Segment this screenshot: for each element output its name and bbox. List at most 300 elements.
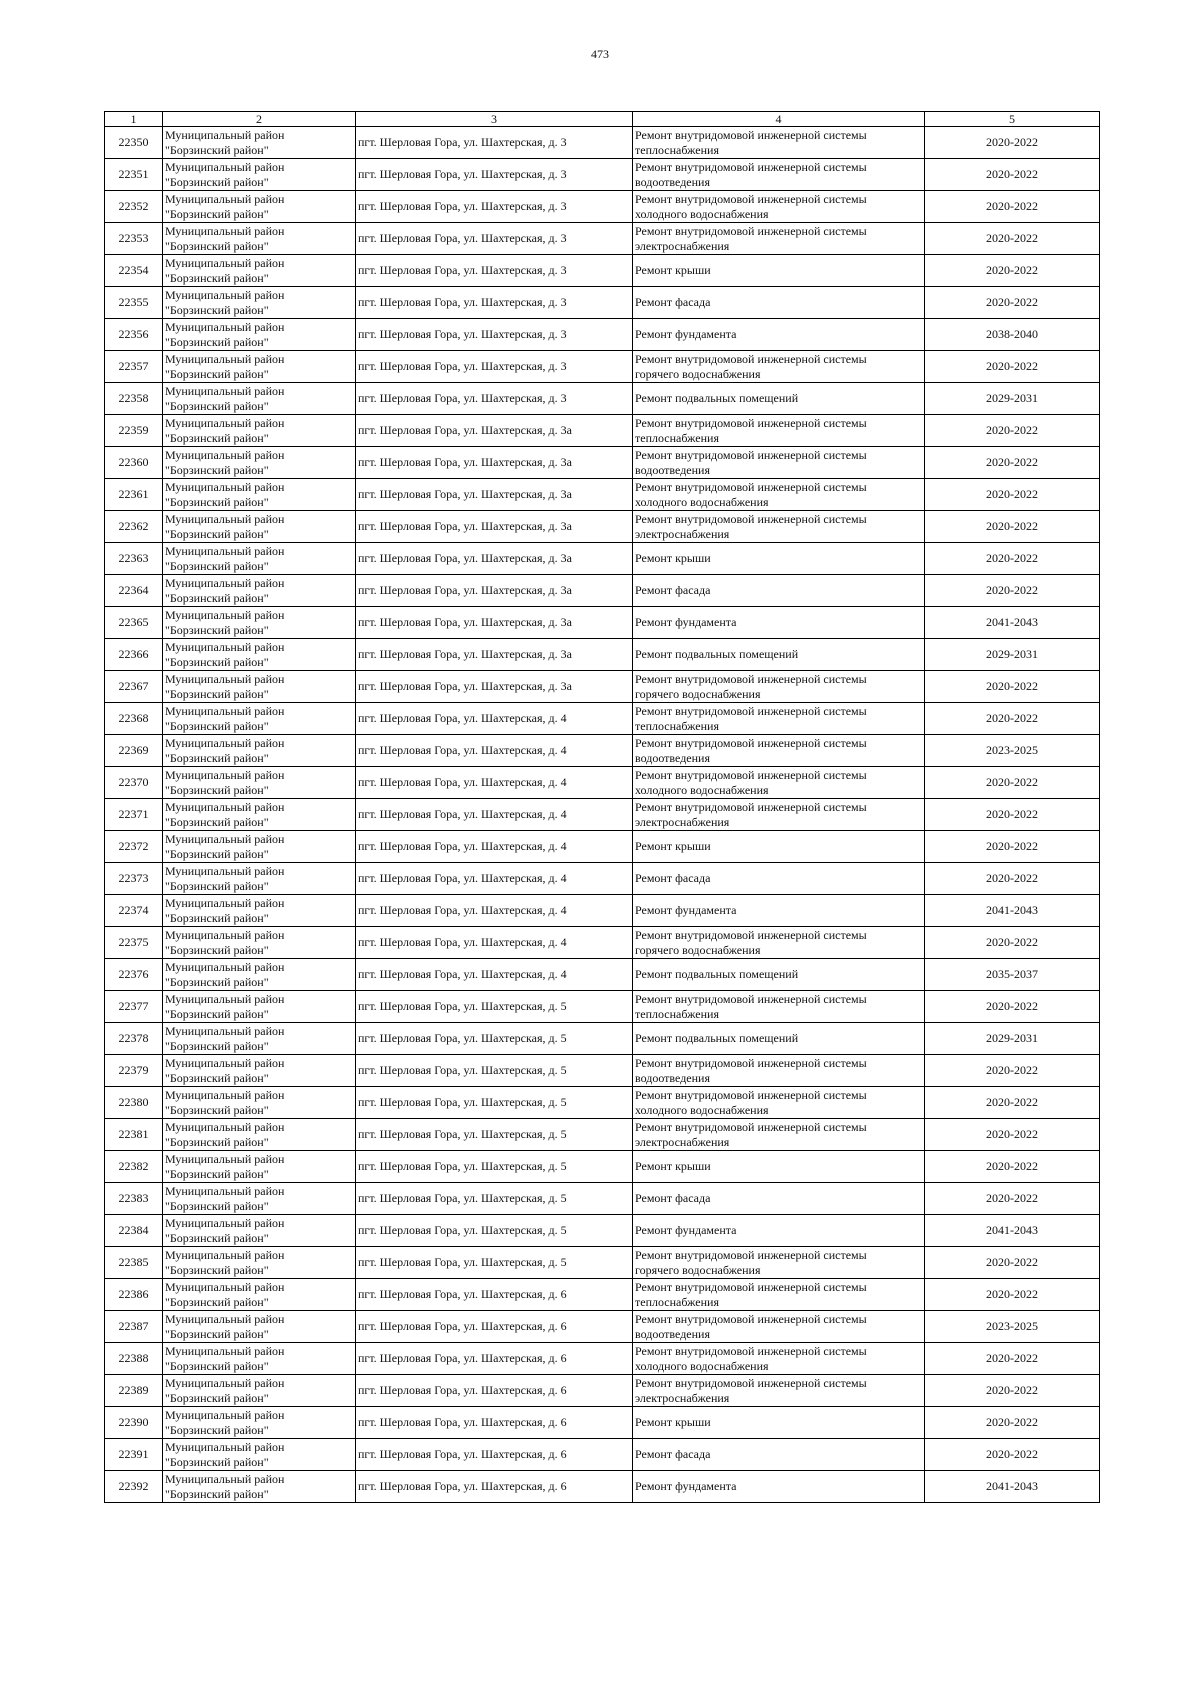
municipality-cell — [163, 639, 356, 671]
period-cell: 2020-2022 — [925, 1183, 1100, 1215]
work-type-line: Ремонт фундамента — [635, 327, 737, 341]
table-row — [105, 319, 1100, 351]
work-type-line: Ремонт фасада — [635, 871, 711, 885]
municipality-line: "Борзинский район" — [165, 750, 269, 765]
row-number-cell: 22363 — [105, 543, 163, 575]
period-cell: 2020-2022 — [925, 671, 1100, 703]
work-type-cell — [633, 671, 925, 703]
address-cell: пгт. Шерловая Гора, ул. Шахтерская, д. 3 — [356, 191, 633, 223]
work-type-line: Ремонт внутридомовой инженерной системы — [635, 351, 867, 366]
row-number-cell: 22378 — [105, 1023, 163, 1055]
address-cell: пгт. Шерловая Гора, ул. Шахтерская, д. 5 — [356, 1247, 633, 1279]
municipality-line: Муниципальный район — [165, 447, 285, 462]
table-row — [105, 1471, 1100, 1503]
table-row — [105, 223, 1100, 255]
municipality-line: Муниципальный район — [165, 1407, 285, 1422]
municipality-cell — [163, 1119, 356, 1151]
period-cell: 2029-2031 — [925, 639, 1100, 671]
work-type-cell — [633, 1183, 925, 1215]
municipality-line: Муниципальный район — [165, 1215, 285, 1230]
municipality-cell — [163, 607, 356, 639]
municipality-cell — [163, 127, 356, 159]
municipality-line: Муниципальный район — [165, 1119, 285, 1134]
municipality-line: Муниципальный район — [165, 1247, 285, 1262]
work-type-line: водоотведения — [635, 750, 710, 765]
municipality-line: "Борзинский район" — [165, 494, 269, 509]
work-type-line: Ремонт фасада — [635, 295, 711, 309]
work-type-cell — [633, 863, 925, 895]
column-header-3: 3 — [356, 112, 633, 127]
table-row — [105, 383, 1100, 415]
municipality-cell — [163, 1055, 356, 1087]
period-cell: 2020-2022 — [925, 1247, 1100, 1279]
table-row — [105, 1215, 1100, 1247]
work-type-line: Ремонт фасада — [635, 1191, 711, 1205]
municipality-cell — [163, 671, 356, 703]
municipality-line: Муниципальный район — [165, 1311, 285, 1326]
work-type-line: теплоснабжения — [635, 718, 719, 733]
address-cell: пгт. Шерловая Гора, ул. Шахтерская, д. 4 — [356, 895, 633, 927]
row-number-cell: 22389 — [105, 1375, 163, 1407]
work-type-line: Ремонт внутридомовой инженерной системы — [635, 1311, 867, 1326]
table-row — [105, 1119, 1100, 1151]
municipality-line: "Борзинский район" — [165, 1006, 269, 1021]
work-type-cell — [633, 1279, 925, 1311]
municipality-cell — [163, 447, 356, 479]
column-header-1: 1 — [105, 112, 163, 127]
municipality-cell — [163, 1439, 356, 1471]
work-type-line: горячего водоснабжения — [635, 1262, 761, 1277]
municipality-line: "Борзинский район" — [165, 1166, 269, 1181]
municipality-cell — [163, 767, 356, 799]
address-cell: пгт. Шерловая Гора, ул. Шахтерская, д. 6 — [356, 1375, 633, 1407]
table-row — [105, 447, 1100, 479]
work-type-cell — [633, 1023, 925, 1055]
row-number-cell: 22353 — [105, 223, 163, 255]
work-type-line: Ремонт внутридомовой инженерной системы — [635, 1247, 867, 1262]
column-header-5: 5 — [925, 112, 1100, 127]
period-cell: 2020-2022 — [925, 991, 1100, 1023]
municipality-line: "Борзинский район" — [165, 1102, 269, 1117]
row-number-cell: 22367 — [105, 671, 163, 703]
work-type-cell — [633, 1151, 925, 1183]
work-type-line: Ремонт внутридомовой инженерной системы — [635, 1119, 867, 1134]
work-type-line: Ремонт фасада — [635, 1447, 711, 1461]
municipality-cell — [163, 511, 356, 543]
period-cell: 2020-2022 — [925, 511, 1100, 543]
work-type-cell — [633, 255, 925, 287]
address-cell: пгт. Шерловая Гора, ул. Шахтерская, д. 3а — [356, 511, 633, 543]
work-type-cell — [633, 319, 925, 351]
municipality-line: Муниципальный район — [165, 831, 285, 846]
municipality-line: Муниципальный район — [165, 1375, 285, 1390]
row-number-cell: 22388 — [105, 1343, 163, 1375]
municipality-line: "Борзинский район" — [165, 1326, 269, 1341]
municipality-line: Муниципальный район — [165, 1183, 285, 1198]
work-type-cell — [633, 639, 925, 671]
period-cell: 2020-2022 — [925, 1439, 1100, 1471]
municipality-cell — [163, 735, 356, 767]
municipality-line: "Борзинский район" — [165, 974, 269, 989]
address-cell: пгт. Шерловая Гора, ул. Шахтерская, д. 3а — [356, 575, 633, 607]
work-type-cell — [633, 543, 925, 575]
table-row — [105, 735, 1100, 767]
row-number-cell: 22366 — [105, 639, 163, 671]
table-row — [105, 159, 1100, 191]
row-number-cell: 22384 — [105, 1215, 163, 1247]
table-row — [105, 415, 1100, 447]
municipality-line: Муниципальный район — [165, 991, 285, 1006]
municipality-line: "Борзинский район" — [165, 1294, 269, 1309]
period-cell: 2020-2022 — [925, 831, 1100, 863]
municipality-line: Муниципальный район — [165, 415, 285, 430]
municipality-cell — [163, 543, 356, 575]
work-type-line: горячего водоснабжения — [635, 366, 761, 381]
municipality-line: Муниципальный район — [165, 159, 285, 174]
address-cell: пгт. Шерловая Гора, ул. Шахтерская, д. 4 — [356, 767, 633, 799]
work-type-line: водоотведения — [635, 1070, 710, 1085]
row-number-cell: 22356 — [105, 319, 163, 351]
municipality-line: Муниципальный район — [165, 351, 285, 366]
municipality-line: Муниципальный район — [165, 191, 285, 206]
address-cell: пгт. Шерловая Гора, ул. Шахтерская, д. 5 — [356, 1087, 633, 1119]
work-type-line: Ремонт внутридомовой инженерной системы — [635, 1055, 867, 1070]
period-cell: 2020-2022 — [925, 479, 1100, 511]
work-type-line: Ремонт фундамента — [635, 615, 737, 629]
work-type-line: Ремонт фасада — [635, 583, 711, 597]
table-row — [105, 639, 1100, 671]
table-row — [105, 959, 1100, 991]
work-type-line: электроснабжения — [635, 526, 730, 541]
municipality-line: Муниципальный район — [165, 767, 285, 782]
row-number-cell: 22387 — [105, 1311, 163, 1343]
work-type-cell — [633, 223, 925, 255]
row-number-cell: 22372 — [105, 831, 163, 863]
municipality-line: "Борзинский район" — [165, 302, 269, 317]
municipality-line: "Борзинский район" — [165, 398, 269, 413]
period-cell: 2020-2022 — [925, 575, 1100, 607]
municipality-line: "Борзинский район" — [165, 462, 269, 477]
work-type-line: водоотведения — [635, 174, 710, 189]
municipality-cell — [163, 1183, 356, 1215]
municipality-cell — [163, 351, 356, 383]
work-type-line: Ремонт фундамента — [635, 1223, 737, 1237]
table-row — [105, 863, 1100, 895]
table-row — [105, 1183, 1100, 1215]
row-number-cell: 22360 — [105, 447, 163, 479]
address-cell: пгт. Шерловая Гора, ул. Шахтерская, д. 6 — [356, 1279, 633, 1311]
row-number-cell: 22355 — [105, 287, 163, 319]
municipality-line: Муниципальный район — [165, 959, 285, 974]
table-row — [105, 1151, 1100, 1183]
work-type-line: холодного водоснабжения — [635, 1358, 769, 1373]
row-number-cell: 22354 — [105, 255, 163, 287]
row-number-cell: 22350 — [105, 127, 163, 159]
municipality-cell — [163, 1023, 356, 1055]
work-type-line: Ремонт крыши — [635, 263, 711, 277]
row-number-cell: 22370 — [105, 767, 163, 799]
municipality-line: "Борзинский район" — [165, 1230, 269, 1245]
municipality-cell — [163, 255, 356, 287]
work-type-line: Ремонт подвальных помещений — [635, 967, 799, 981]
period-cell: 2020-2022 — [925, 767, 1100, 799]
period-cell: 2020-2022 — [925, 1343, 1100, 1375]
table-row — [105, 767, 1100, 799]
table-row — [105, 511, 1100, 543]
work-type-line: электроснабжения — [635, 1134, 730, 1149]
municipality-line: "Борзинский район" — [165, 1454, 269, 1469]
municipality-line: "Борзинский район" — [165, 1038, 269, 1053]
row-number-cell: 22385 — [105, 1247, 163, 1279]
table-row — [105, 1375, 1100, 1407]
address-cell: пгт. Шерловая Гора, ул. Шахтерская, д. 3а — [356, 671, 633, 703]
work-type-cell — [633, 927, 925, 959]
row-number-cell: 22351 — [105, 159, 163, 191]
municipality-cell — [163, 1471, 356, 1503]
work-type-line: водоотведения — [635, 462, 710, 477]
municipality-line: Муниципальный район — [165, 223, 285, 238]
period-cell: 2029-2031 — [925, 383, 1100, 415]
work-type-cell — [633, 1087, 925, 1119]
municipality-line: "Борзинский район" — [165, 1422, 269, 1437]
municipality-cell — [163, 927, 356, 959]
address-cell: пгт. Шерловая Гора, ул. Шахтерская, д. 3 — [356, 319, 633, 351]
table-row — [105, 127, 1100, 159]
work-type-cell — [633, 447, 925, 479]
work-type-line: Ремонт подвальных помещений — [635, 391, 799, 405]
table-row — [105, 255, 1100, 287]
municipality-cell — [163, 415, 356, 447]
municipality-line: "Борзинский район" — [165, 526, 269, 541]
period-cell: 2020-2022 — [925, 223, 1100, 255]
municipality-line: "Борзинский район" — [165, 686, 269, 701]
work-type-line: Ремонт крыши — [635, 1159, 711, 1173]
municipality-line: "Борзинский район" — [165, 174, 269, 189]
table-row — [105, 351, 1100, 383]
work-type-line: Ремонт крыши — [635, 551, 711, 565]
address-cell: пгт. Шерловая Гора, ул. Шахтерская, д. 3а — [356, 415, 633, 447]
work-type-cell — [633, 415, 925, 447]
address-cell: пгт. Шерловая Гора, ул. Шахтерская, д. 4 — [356, 959, 633, 991]
municipality-cell — [163, 831, 356, 863]
municipality-line: Муниципальный район — [165, 255, 285, 270]
municipality-line: "Борзинский район" — [165, 590, 269, 605]
address-cell: пгт. Шерловая Гора, ул. Шахтерская, д. 3 — [356, 223, 633, 255]
work-type-cell — [633, 1343, 925, 1375]
period-cell: 2023-2025 — [925, 735, 1100, 767]
address-cell: пгт. Шерловая Гора, ул. Шахтерская, д. 4 — [356, 799, 633, 831]
table-row — [105, 1407, 1100, 1439]
municipality-cell — [163, 159, 356, 191]
municipality-line: Муниципальный район — [165, 1279, 285, 1294]
period-cell: 2038-2040 — [925, 319, 1100, 351]
municipality-line: Муниципальный район — [165, 863, 285, 878]
work-type-line: Ремонт внутридомовой инженерной системы — [635, 1087, 867, 1102]
municipality-cell — [163, 1407, 356, 1439]
municipality-line: Муниципальный район — [165, 383, 285, 398]
row-number-cell: 22358 — [105, 383, 163, 415]
municipality-cell — [163, 319, 356, 351]
period-cell: 2023-2025 — [925, 1311, 1100, 1343]
period-cell: 2020-2022 — [925, 1407, 1100, 1439]
municipality-line: "Борзинский район" — [165, 942, 269, 957]
period-cell: 2020-2022 — [925, 287, 1100, 319]
row-number-cell: 22364 — [105, 575, 163, 607]
work-type-cell — [633, 735, 925, 767]
work-type-line: теплоснабжения — [635, 1294, 719, 1309]
municipality-line: Муниципальный район — [165, 799, 285, 814]
work-type-line: горячего водоснабжения — [635, 686, 761, 701]
address-cell: пгт. Шерловая Гора, ул. Шахтерская, д. 6 — [356, 1343, 633, 1375]
row-number-cell: 22377 — [105, 991, 163, 1023]
work-type-line: теплоснабжения — [635, 430, 719, 445]
table-row — [105, 1023, 1100, 1055]
work-type-cell — [633, 1471, 925, 1503]
table-row — [105, 831, 1100, 863]
municipality-line: Муниципальный район — [165, 1151, 285, 1166]
work-type-line: водоотведения — [635, 1326, 710, 1341]
table-row — [105, 1055, 1100, 1087]
row-number-cell: 22382 — [105, 1151, 163, 1183]
work-type-cell — [633, 607, 925, 639]
period-cell: 2020-2022 — [925, 1119, 1100, 1151]
work-type-line: Ремонт внутридомовой инженерной системы — [635, 767, 867, 782]
municipality-line: Муниципальный район — [165, 319, 285, 334]
address-cell: пгт. Шерловая Гора, ул. Шахтерская, д. 4 — [356, 703, 633, 735]
work-type-line: Ремонт внутридомовой инженерной системы — [635, 1375, 867, 1390]
row-number-cell: 22352 — [105, 191, 163, 223]
row-number-cell: 22390 — [105, 1407, 163, 1439]
table-row — [105, 799, 1100, 831]
municipality-line: "Борзинский район" — [165, 1134, 269, 1149]
period-cell: 2020-2022 — [925, 1151, 1100, 1183]
address-cell: пгт. Шерловая Гора, ул. Шахтерская, д. 5 — [356, 1151, 633, 1183]
period-cell: 2020-2022 — [925, 447, 1100, 479]
page-number: 473 — [591, 47, 609, 61]
row-number-cell: 22362 — [105, 511, 163, 543]
address-cell: пгт. Шерловая Гора, ул. Шахтерская, д. 5 — [356, 991, 633, 1023]
address-cell: пгт. Шерловая Гора, ул. Шахтерская, д. 4 — [356, 831, 633, 863]
municipality-line: Муниципальный район — [165, 1023, 285, 1038]
municipality-cell — [163, 223, 356, 255]
municipality-line: Муниципальный район — [165, 1439, 285, 1454]
period-cell: 2020-2022 — [925, 543, 1100, 575]
table-row — [105, 575, 1100, 607]
table-body — [105, 127, 1100, 1503]
table-row — [105, 543, 1100, 575]
address-cell: пгт. Шерловая Гора, ул. Шахтерская, д. 3 — [356, 255, 633, 287]
municipality-line: "Борзинский район" — [165, 1358, 269, 1373]
work-type-line: Ремонт внутридомовой инженерной системы — [635, 415, 867, 430]
address-cell: пгт. Шерловая Гора, ул. Шахтерская, д. 6 — [356, 1407, 633, 1439]
period-cell: 2020-2022 — [925, 415, 1100, 447]
address-cell: пгт. Шерловая Гора, ул. Шахтерская, д. 4 — [356, 927, 633, 959]
municipality-line: "Борзинский район" — [165, 558, 269, 573]
municipality-cell — [163, 895, 356, 927]
municipality-cell — [163, 991, 356, 1023]
work-type-line: Ремонт внутридомовой инженерной системы — [635, 799, 867, 814]
municipality-line: Муниципальный район — [165, 735, 285, 750]
table-row — [105, 671, 1100, 703]
period-cell: 2020-2022 — [925, 863, 1100, 895]
row-number-cell: 22386 — [105, 1279, 163, 1311]
work-type-cell — [633, 1407, 925, 1439]
work-type-line: Ремонт фундамента — [635, 1479, 737, 1493]
municipality-line: Муниципальный район — [165, 1055, 285, 1070]
work-type-line: электроснабжения — [635, 238, 730, 253]
period-cell: 2020-2022 — [925, 1055, 1100, 1087]
period-cell: 2020-2022 — [925, 1087, 1100, 1119]
work-type-cell — [633, 127, 925, 159]
municipality-line: "Борзинский район" — [165, 814, 269, 829]
municipality-cell — [163, 1151, 356, 1183]
work-type-line: электроснабжения — [635, 814, 730, 829]
municipality-line: "Борзинский район" — [165, 1262, 269, 1277]
municipality-line: Муниципальный район — [165, 1471, 285, 1486]
address-cell: пгт. Шерловая Гора, ул. Шахтерская, д. 5 — [356, 1055, 633, 1087]
work-type-line: Ремонт крыши — [635, 839, 711, 853]
row-number-cell: 22357 — [105, 351, 163, 383]
work-type-cell — [633, 383, 925, 415]
municipality-line: "Борзинский район" — [165, 206, 269, 221]
period-cell: 2020-2022 — [925, 255, 1100, 287]
work-type-cell — [633, 1375, 925, 1407]
municipality-cell — [163, 287, 356, 319]
work-type-cell — [633, 287, 925, 319]
address-cell: пгт. Шерловая Гора, ул. Шахтерская, д. 5 — [356, 1119, 633, 1151]
row-number-cell: 22368 — [105, 703, 163, 735]
municipality-line: Муниципальный район — [165, 1343, 285, 1358]
address-cell: пгт. Шерловая Гора, ул. Шахтерская, д. 3а — [356, 447, 633, 479]
table-row — [105, 191, 1100, 223]
address-cell: пгт. Шерловая Гора, ул. Шахтерская, д. 4 — [356, 863, 633, 895]
period-cell: 2020-2022 — [925, 1375, 1100, 1407]
municipality-line: "Борзинский район" — [165, 1486, 269, 1501]
work-type-cell — [633, 1311, 925, 1343]
period-cell: 2020-2022 — [925, 191, 1100, 223]
work-type-cell — [633, 191, 925, 223]
municipality-line: "Борзинский район" — [165, 910, 269, 925]
work-type-cell — [633, 351, 925, 383]
municipality-cell — [163, 191, 356, 223]
row-number-cell: 22371 — [105, 799, 163, 831]
municipality-line: "Борзинский район" — [165, 366, 269, 381]
table-row — [105, 1087, 1100, 1119]
table-row — [105, 1247, 1100, 1279]
address-cell: пгт. Шерловая Гора, ул. Шахтерская, д. 3 — [356, 127, 633, 159]
municipality-cell — [163, 479, 356, 511]
work-type-line: холодного водоснабжения — [635, 782, 769, 797]
work-type-line: холодного водоснабжения — [635, 494, 769, 509]
period-cell: 2041-2043 — [925, 1471, 1100, 1503]
work-type-cell — [633, 831, 925, 863]
address-cell: пгт. Шерловая Гора, ул. Шахтерская, д. 3а — [356, 543, 633, 575]
work-type-line: Ремонт фундамента — [635, 903, 737, 917]
table-row — [105, 1311, 1100, 1343]
municipality-line: "Борзинский район" — [165, 1070, 269, 1085]
municipality-line: "Борзинский район" — [165, 718, 269, 733]
work-type-cell — [633, 1439, 925, 1471]
address-cell: пгт. Шерловая Гора, ул. Шахтерская, д. 3 — [356, 287, 633, 319]
work-type-line: холодного водоснабжения — [635, 206, 769, 221]
municipality-line: "Борзинский район" — [165, 654, 269, 669]
work-type-line: Ремонт внутридомовой инженерной системы — [635, 1343, 867, 1358]
work-type-cell — [633, 1055, 925, 1087]
capital-repair-table — [104, 111, 1100, 1503]
table-row — [105, 1439, 1100, 1471]
work-type-line: холодного водоснабжения — [635, 1102, 769, 1117]
municipality-line: Муниципальный район — [165, 511, 285, 526]
